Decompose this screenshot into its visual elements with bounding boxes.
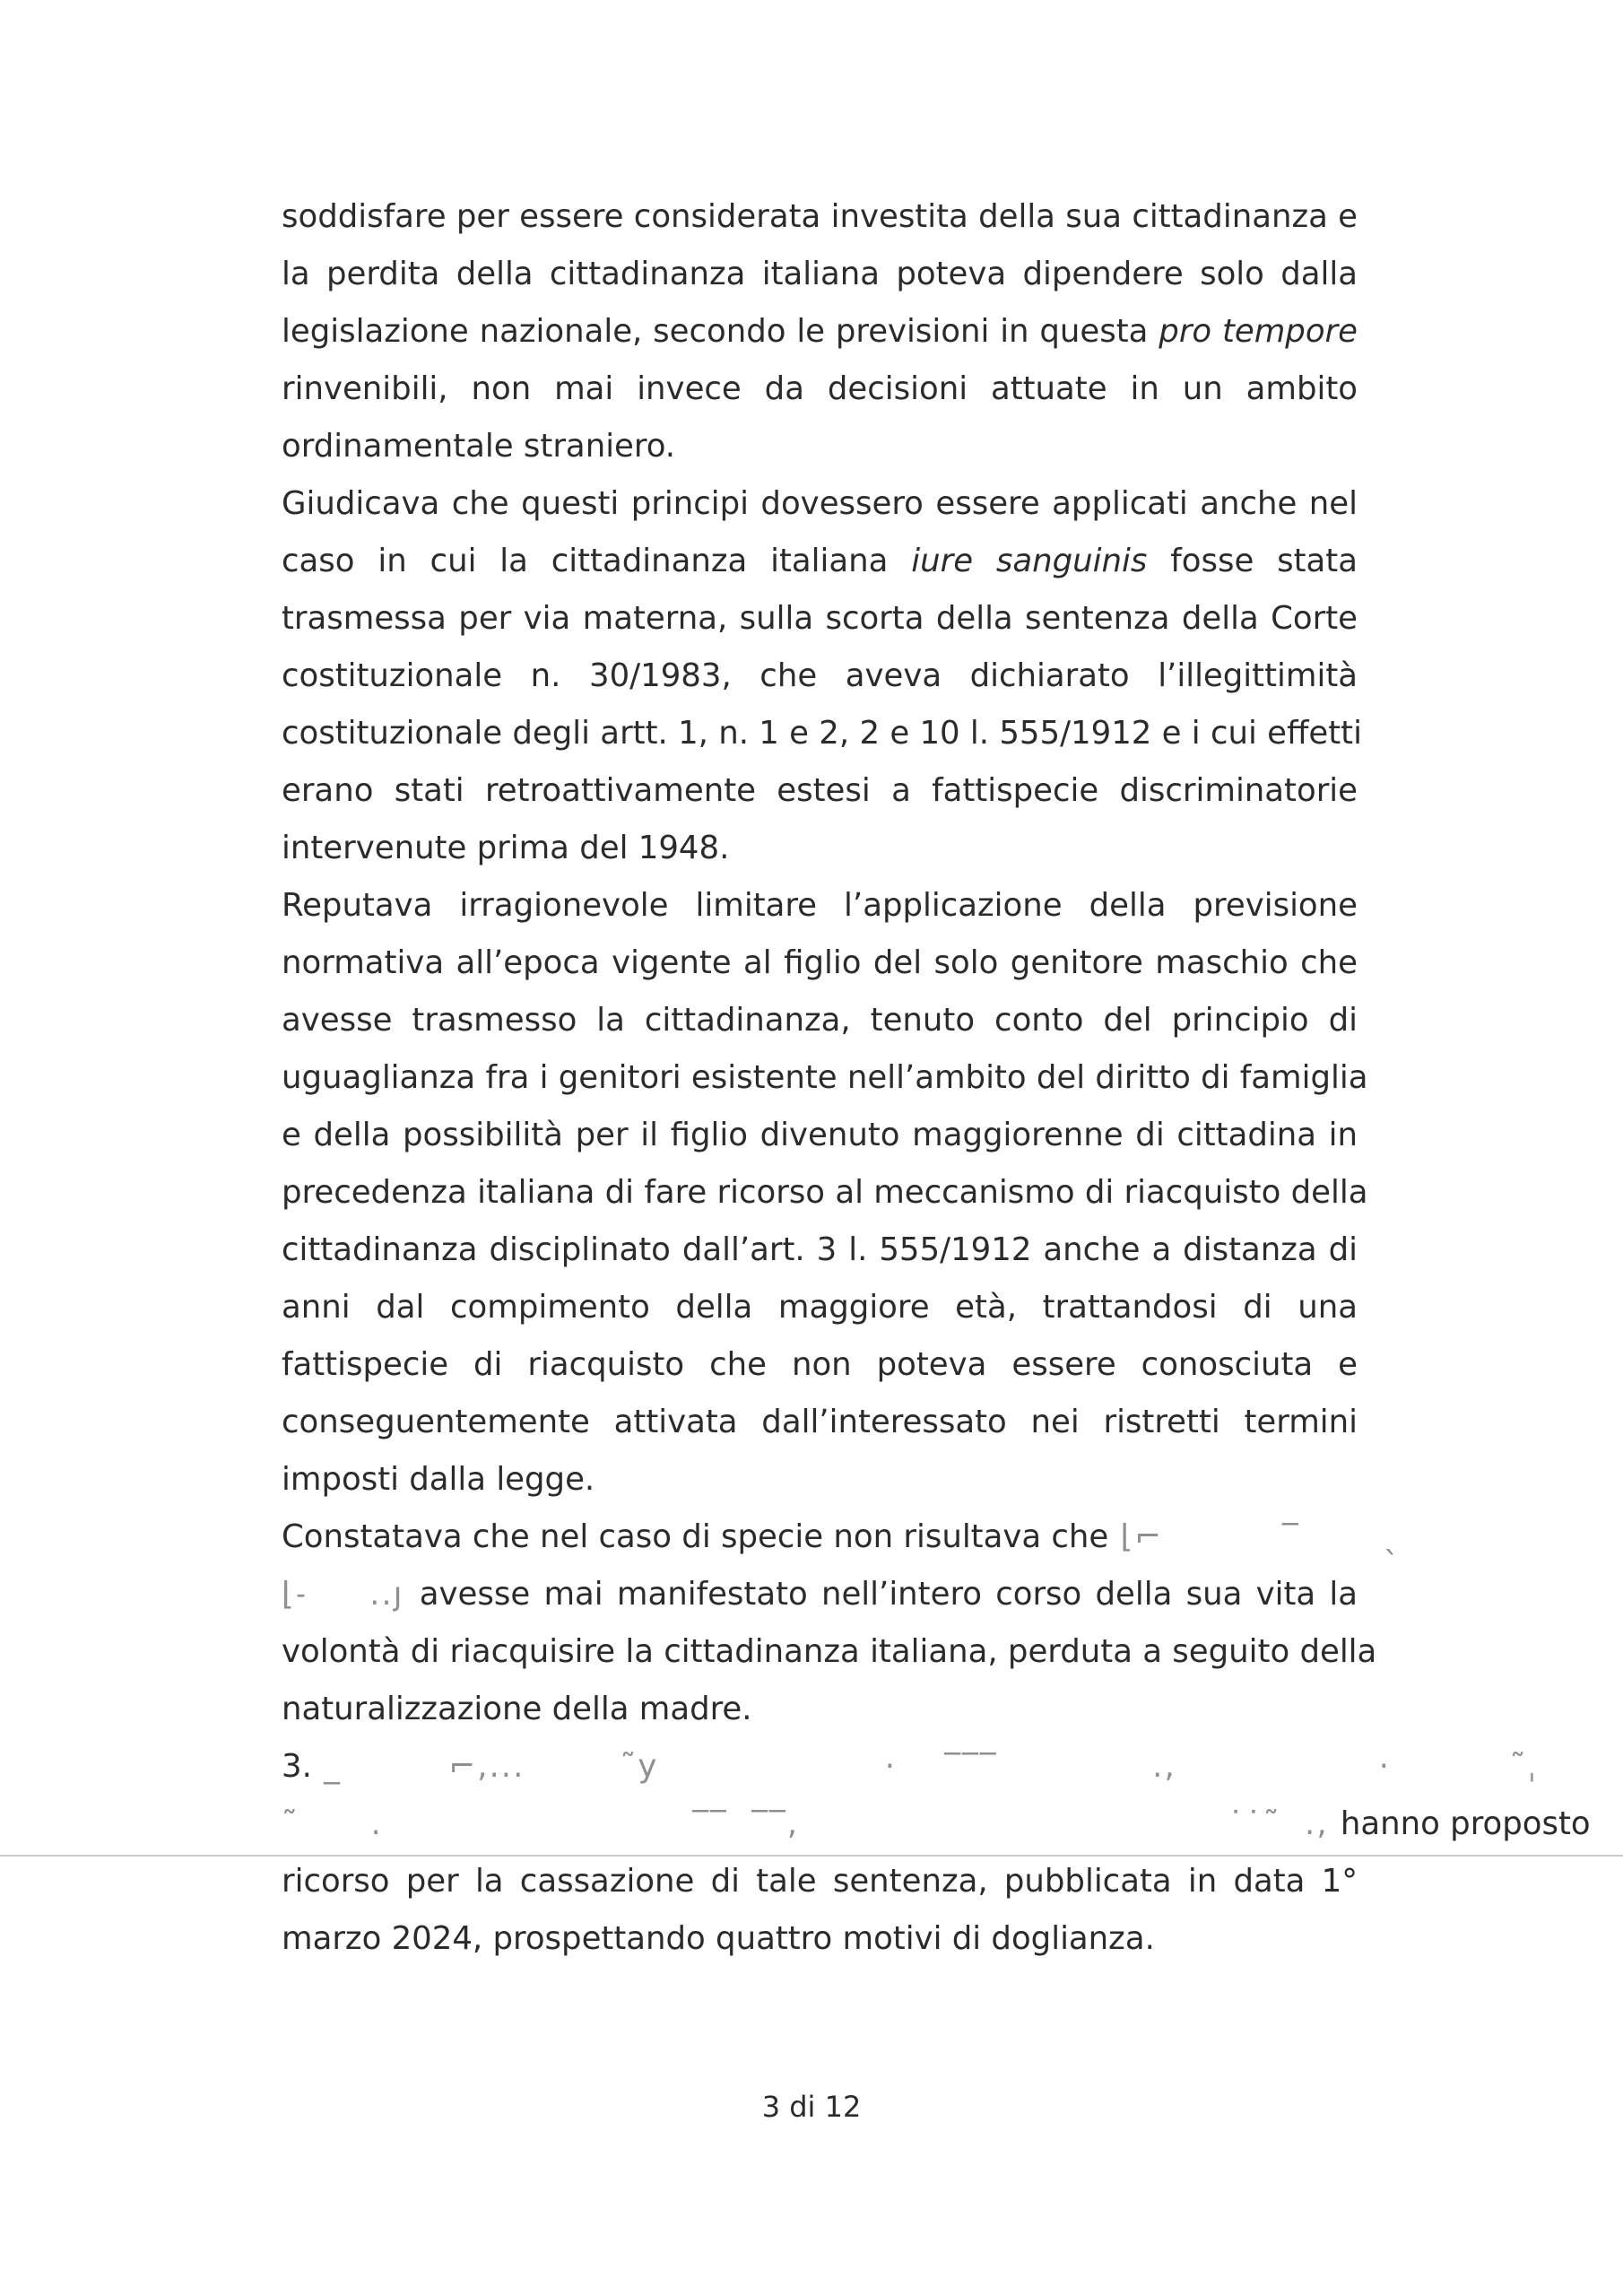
text-run: hanno proposto [1340, 1805, 1591, 1842]
italic-phrase: iure sanguinis [911, 543, 1148, 579]
text-line: trasmessa per via materna, sulla scorta della sentenza della Corte [282, 600, 1358, 637]
italic-phrase: pro tempore [1159, 313, 1358, 350]
body-text [282, 188, 1591, 1968]
page-number: 3 di 12 [761, 2090, 862, 2124]
text-line: Giudicava che questi principi dovessero essere applicati anche nel [282, 485, 1358, 522]
text-line: conseguentemente attivata dall’interessato nei ristretti termini [282, 1404, 1358, 1440]
text-run: legislazione nazionale, secondo le previsioni in questa [282, 313, 1159, 350]
text-line: precedenza italiana di fare ricorso al meccanismo di riacquisto della [282, 1174, 1368, 1211]
text-line [282, 303, 1358, 361]
text-line: costituzionale degli artt. 1, n. 1 e 2, 2 e 10 l. 555/1912 e i cui effetti [282, 715, 1362, 752]
text-line: naturalizzazione della madre. [282, 1691, 752, 1727]
section-number: 3. [282, 1748, 312, 1785]
text-line [282, 1509, 1402, 1566]
text-line [282, 1738, 1539, 1796]
text-line: ordinamentale straniero. [282, 428, 676, 465]
text-run: fosse stata [1147, 543, 1358, 579]
text-line: cittadinanza disciplinato dall’art. 3 l. 555/1912 anche a distanza di [282, 1231, 1358, 1268]
text-line: erano stati retroattivamente estesi a fattispecie discriminatorie [282, 772, 1358, 809]
text-line: imposti dalla legge. [282, 1461, 595, 1498]
redacted-names: _ ⌐,... ˜y · ‾‾‾ ., · ˜ˌ [311, 1748, 1539, 1785]
text-line: rinvenibili, non mai invece da decisioni attuate in un ambito [282, 370, 1358, 407]
text-line: intervenute prima del 1948. [282, 830, 730, 866]
text-line [282, 533, 1358, 590]
text-line: volontà di riacquisire la cittadinanza italiana, perduta a seguito della [282, 1633, 1377, 1670]
text-line: avesse trasmesso la cittadinanza, tenuto conto del principio di [282, 1002, 1358, 1039]
text-line: fattispecie di riacquisto che non poteva essere conosciuta e [282, 1346, 1358, 1383]
text-line: e della possibilità per il figlio divenuto maggiorenne di cittadina in [282, 1117, 1358, 1153]
text-run: caso in cui la cittadinanza italiana [282, 543, 912, 579]
text-run: avesse mai manifestato nell’intero corso della sua vita la [419, 1576, 1358, 1613]
text-run: Constatava che nel caso di specie non risultava che [282, 1518, 1109, 1555]
text-line [282, 1796, 1591, 1853]
text-line: uguaglianza fra i genitori esistente nell’ambito del diritto di famiglia [282, 1059, 1368, 1096]
redacted-names: ˜ . ‾‾ ‾‾, ˙˙˜ ., [282, 1805, 1341, 1842]
text-line: anni dal compimento della maggiore età, trattandosi di una [282, 1289, 1358, 1326]
scan-artifact-line [0, 1855, 1623, 1857]
text-line: costituzionale n. 30/1983, che aveva dichiarato l’illegittimità [282, 657, 1358, 694]
text-line: normativa all’epoca vigente al figlio del solo genitore maschio che [282, 944, 1358, 981]
text-line: marzo 2024, prospettando quattro motivi di doglianza. [282, 1920, 1155, 1957]
text-line [282, 1566, 1358, 1623]
text-line: soddisfare per essere considerata investita della sua cittadinanza e [282, 198, 1358, 235]
redacted-name: ⌊⌐ ‾ ˎ [1108, 1518, 1402, 1555]
text-line: la perdita della cittadinanza italiana poteva dipendere solo dalla [282, 256, 1358, 292]
text-line: Reputava irragionevole limitare l’applicazione della previsione [282, 887, 1358, 924]
redacted-name: ⌊˗ ..ȷ [282, 1576, 420, 1613]
text-line: ricorso per la cassazione di tale sentenza, pubblicata in data 1° [282, 1863, 1358, 1900]
